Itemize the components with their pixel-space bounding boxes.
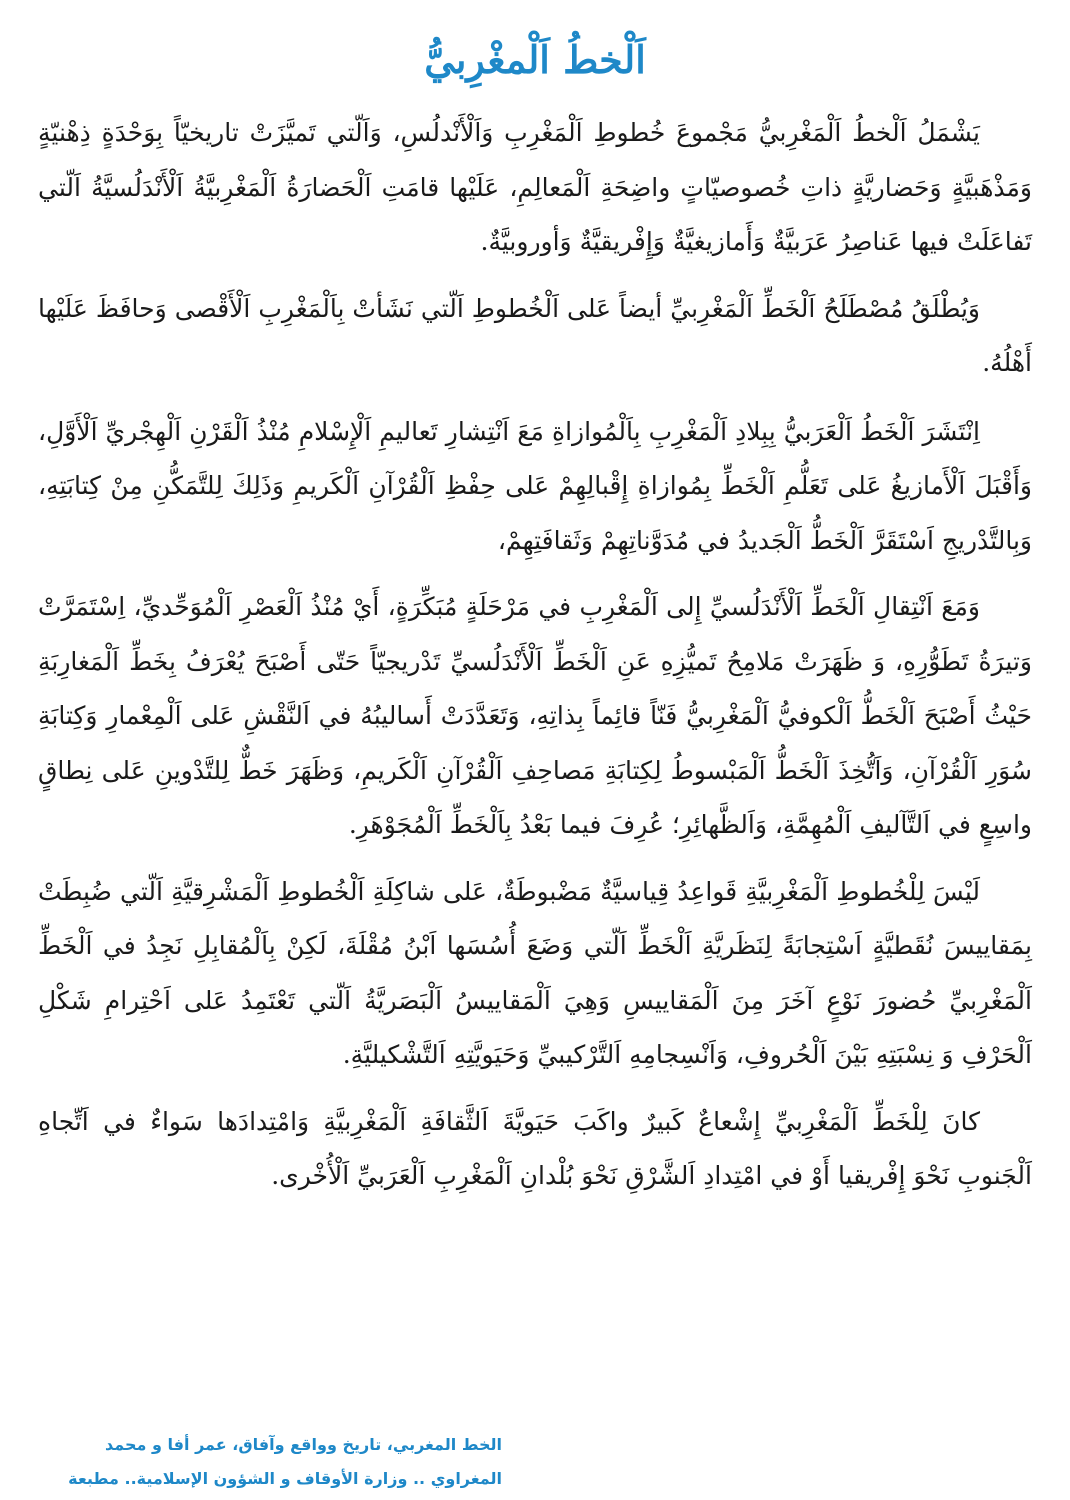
paragraph-4: وَمَعَ اَنْتِقالِ اَلْخَطِّ اَلْأَنْدَلُسيِّ إِلى اَلْمَغْرِبِ في مَرْحَلَةٍ مُبَكِّرَةٍ، أَيْ مُنْذُ اَلْعَصْرِ اَلْمُوَحِّديِّ، اِسْتَمَرَّتْ وَتيرَةُ تَطَوُّرِهِ، وَ ظَهَرَتْ مَلامِحُ تَميُّزِهِ عَنِ اَلْخَطِّ اَلْأَنْدَلُسيِّ تَدْريجيّاً حَتّى أَصْبَحَ يُعْرَفُ بِخَطِّ اَلْمَغارِبَةِ حَيْثُ أَصْبَحَ اَلْخَطُّ اَلْكوفيُّ اَلْمَغْرِبيُّ فَنّاً قائِماً بِذاتِهِ، وَتَعَدَّدَتْ أَساليبُهُ في اَلنَّقْشِ عَلى اَلْمِعْمارِ وَكِتابَةِ سُوَرِ اَلْقُرْآنِ، وَاَتُّخِذَ اَلْخَطُّ اَلْمَبْسوطُ لِكِتابَةِ مَصاحِفِ اَلْقُرْآنِ اَلْكَريمِ، وَظَهَرَ خَطٌّ لِلتَّدْوينِ عَلى نِطاقٍ واسِعٍ في اَلتَّآليفِ اَلْمُهِمَّةِ، وَاَلظَّهائِرِ؛ عُرِفَ فيما بَعْدُ بِاَلْخَطِّ اَلْمُجَوْهَرِ. <box>38 592 1032 839</box>
source-line-2: المغراوي .. وزارة الأوقاف و الشؤون الإسلامية.. مطبعة <box>68 1469 502 1488</box>
source-citation <box>62 1428 502 1496</box>
paragraph-5: لَيْسَ لِلْخُطوطِ اَلْمَغْرِبيَّةِ قَواعِدُ قِياسيَّةٌ مَضْبوطَةٌ، عَلى شاكِلَةِ اَلْخُطوطِ اَلْمَشْرِقيَّةِ اَلّتي ضُبِطَتْ بِمَقاييسَ نُقَطيَّةٍ اَسْتِجابَةً لِنَظَريَّةِ اَلْخَطِّ اَلّتي وَضَعَ أُسُسَها اَبْنُ مُقْلَةَ، لَكِنْ بِاَلْمُقابِلِ نَجِدُ في اَلْخَطِّ اَلْمَغْرِبيِّ حُضورَ نَوْعٍ آخَرَ مِنَ اَلْمَقاييسِ وَهِيَ اَلْمَقاييسُ اَلْبَصَريَّةُ اَلّتي تَعْتَمِدُ عَلى اَحْتِرامِ شَكْلِ اَلْحَرْفِ وَ نِسْبَتِهِ بَيْنَ اَلْحُروفِ، وَاَنْسِجامِهِ اَلتَّرْكيبيِّ وَحَيَويَّتِهِ اَلتَّشْكيليَّةِ. <box>38 876 1032 1069</box>
paragraph-6: كانَ لِلْخَطِّ اَلْمَغْرِبيِّ إِشْعاعٌ كَبيرٌ واكَبَ حَيَويَّةَ اَلثَّقافَةِ اَلْمَغْرِبيَّةِ وَامْتِدادَها سَواءٌ في اَتِّجاهِ اَلْجَنوبِ نَحْوَ إِفْريقيا أَوْ في امْتِدادِ اَلشَّرْقِ نَحْوَ بُلْدانِ اَلْمَغْرِبِ اَلْعَرَبيِّ اَلْأُخْرى. <box>38 1106 1032 1190</box>
article-body <box>38 106 1032 1204</box>
paragraph-3: اِنْتَشَرَ اَلْخَطُ اَلْعَرَبيُّ بِبِلادِ اَلْمَغْرِبِ بِاَلْمُوازاةِ مَعَ اَنْتِشارِ تَعاليمِ اَلْإِسْلامِ مُنْذُ اَلْقَرْنِ اَلْهِجْريِّ اَلْأَوَّلِ، وَأَقْبَلَ اَلْأَمازيغُ عَلى تَعَلُّمِ اَلْخَطِّ بِمُوازاةِ إِقْبالِهِمْ عَلى حِفْظِ اَلْقُرْآنِ اَلْكَريمِ وَذَلِكَ لِلتَّمَكُّنِ مِنْ كِتابَتِهِ، وَبِالتَّدْريجِ اَسْتَقَرَّ اَلْخَطُّ اَلْجَديدُ في مُدَوَّناتِهِمْ وَثَقافَتِهِمْ، <box>38 416 1032 555</box>
paragraph-2: وَيُطْلَقُ مُصْطَلَحُ اَلْخَطِّ اَلْمَغْرِبيِّ أيضاً عَلى اَلْخُطوطِ اَلّتي نَشَأتْ بِاَلْمَغْرِبِ اَلْأَقْصى وَحافَظَ عَلَيْها أَهْلُهُ. <box>38 293 1032 377</box>
paragraph-1: يَشْمَلُ اَلْخطُ اَلْمَغْرِبيُّ مَجْموعَ خُطوطِ اَلْمَغْرِبِ وَاَلْأَنْدلُسِ، وَاَلّتي تَميَّزَتْ تاريخيّاً بِوَحْدَةٍ ذِهْنيّةٍ وَمَذْهَبيَّةٍ وَحَضاريَّةٍ ذاتِ خُصوصيّاتٍ واضِحَةِ اَلْمَعالِمِ، عَلَيْها قامَتِ اَلْحَضارَةُ اَلْمَغْرِبيَّةُ اَلْأَنْدَلُسيَّةُ اَلّتي تَفاعَلَتْ فيها عَناصِرُ عَرَبيَّةٌ وَأَمازيغيَّةٌ وَإِفْريقيَّةٌ وَأوروبيَّةٌ. <box>38 118 1032 256</box>
source-line-1: الخط المغربي، تاريخ وواقع وآفاق، عمر أفا و محمد <box>105 1435 502 1454</box>
page-title: اَلْخطُ اَلْمغْرِبيُّ <box>424 37 646 82</box>
